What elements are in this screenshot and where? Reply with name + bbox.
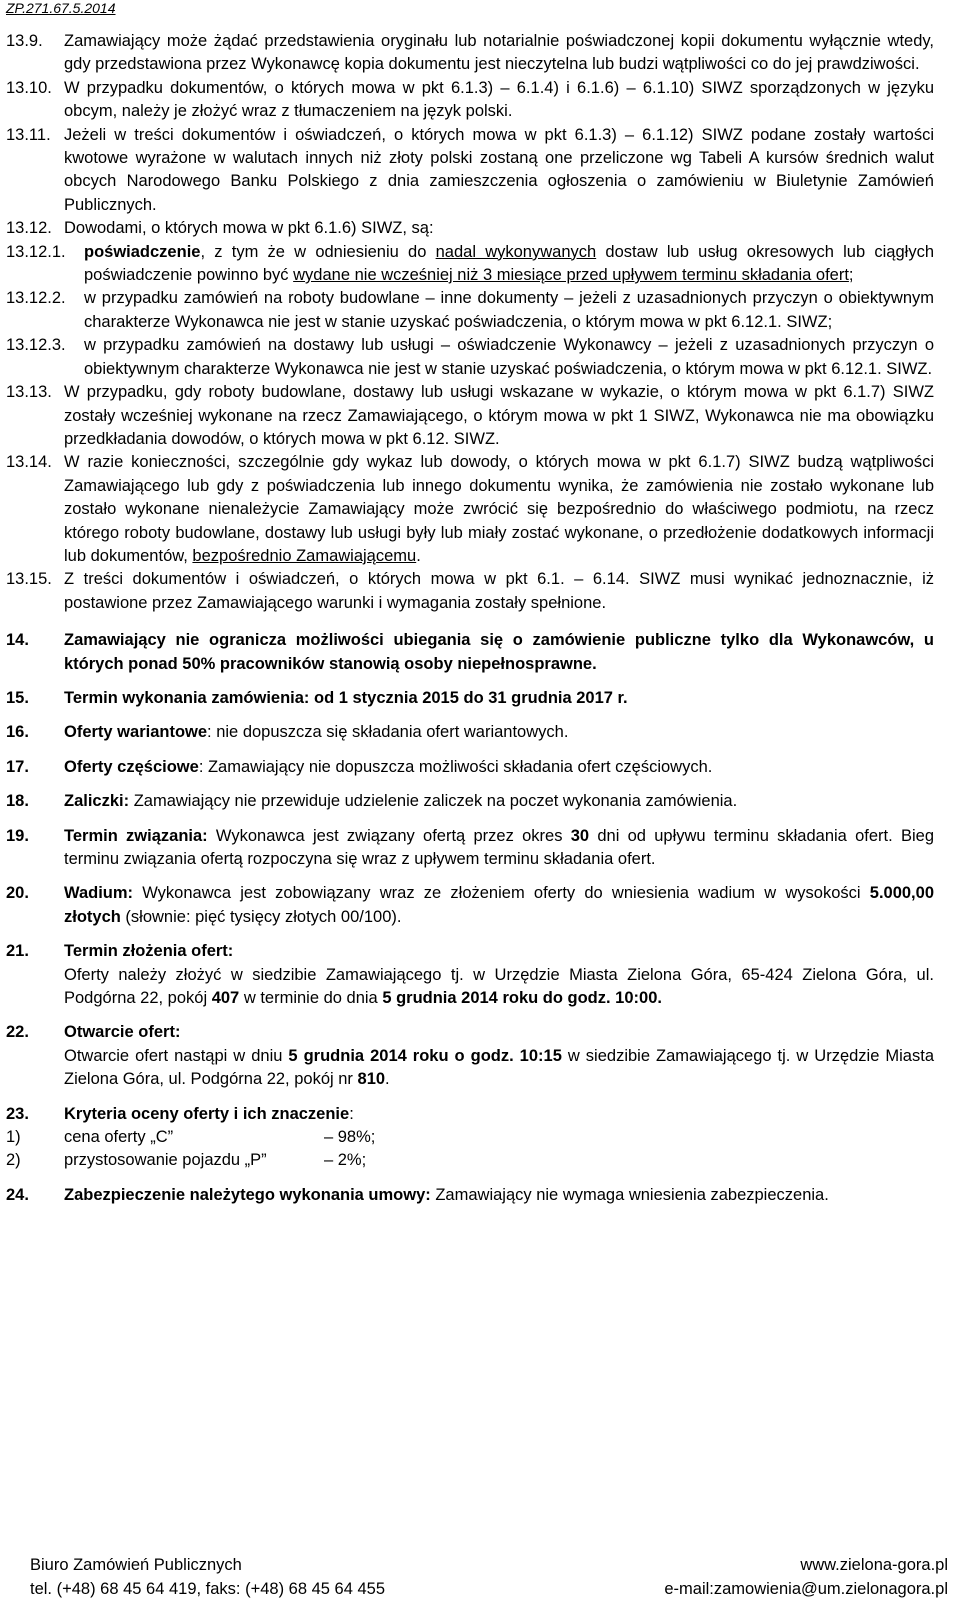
text-span: dni od upływu terminu składania ofert. Bieg terminu związania ofertą rozpoczyna się wraz z upływem terminu składania ofert. [64,826,934,868]
section-text [64,756,934,779]
section-number: 22. [6,1023,29,1042]
text-span: : nie dopuszcza się składania ofert wariantowych. [207,723,569,742]
text-span: Otwarcie ofert nastąpi w dniu [64,1046,289,1065]
section-text [64,687,934,710]
paragraph-13-15 [6,568,934,615]
bold-term: Otwarcie ofert: [64,1023,181,1042]
footer-org: Biuro Zamówień Publicznych [30,1556,242,1574]
section-text [64,825,934,872]
section-23 [6,1103,934,1126]
criteria-label: cena oferty „C” [64,1128,174,1147]
paragraph-number: 13.11. [6,125,51,144]
text-span: (słownie: pięć tysięcy złotych 00/100). [120,907,402,926]
footer-email: e-mail:zamowienia@um.zielonagora.pl [664,1580,948,1598]
paragraph-number: 13.12.3. [6,336,66,355]
underlined-text: wydane nie wcześniej niż 3 miesiące przed upływem terminu składania ofert [293,266,849,285]
paragraph-13-12-1 [6,241,934,288]
section-19 [6,825,934,872]
paragraph-number: 13.12.1. [6,242,66,261]
bold-term: Kryteria oceny oferty i ich znaczenie [64,1104,350,1123]
bold-term: Zaliczki: [64,792,130,811]
paragraph-text [84,241,934,288]
paragraph-number: 13.12. [6,219,52,238]
paragraph-13-14 [6,451,934,568]
section-number: 17. [6,757,29,776]
paragraph-number: 13.15. [6,570,52,589]
bold-value: 30 [570,826,590,845]
bold-term: Zabezpieczenie należytego wykonania umowy: [64,1185,431,1204]
section-text [64,1103,934,1126]
paragraph-13-12-3 [6,334,934,381]
paragraph-13-12 [6,217,934,240]
paragraph-text: Zamawiający może żądać przedstawienia oryginału lub notarialnie poświadczonej kopii dokumentu wyłącznie wtedy, gdy przedstawiona przez Wykonawcę kopia dokumentu jest nieczytelna lub budzi wątpliwości co do jej prawdziwości. [64,32,934,74]
criteria-label: przystosowanie pojazdu „P” [64,1151,267,1170]
text-span: Zamawiający nie przewiduje udzielenie zaliczek na poczet wykonania zamówienia. [129,792,738,811]
criteria-weight: – 98%; [324,1128,376,1147]
section-text [64,940,934,1010]
bold-text: Termin wykonania zamówienia: od 1 stycznia 2015 do 31 grudnia 2017 r. [64,688,628,707]
section-text [64,790,934,813]
underlined-text: nadal wykonywanych [435,242,597,261]
bold-term: Termin złożenia ofert: [64,942,234,961]
bold-value: 5 grudnia 2014 roku do godz. 10:00. [382,989,662,1008]
section-21 [6,940,934,1010]
bold-term: Oferty częściowe [64,757,199,776]
paragraph-text: W przypadku dokumentów, o których mowa w pkt 6.1.3) – 6.1.4) i 6.1.6) – 6.1.10) SIWZ sporządzonych w języku obcym, należy je złożyć wraz z tłumaczeniem na język polski. [64,78,934,121]
paragraph-text: w przypadku zamówień na dostawy lub usługi – oświadczenie Wykonawcy – jeżeli z uzasadnionych przyczyn o obiektywnym charakterze Wykonawca nie jest w stanie uzyskać poświadczenia, o którym mowa w pkt 6.12.1. SIWZ. [84,336,934,378]
paragraph-text: Z treści dokumentów i oświadczeń, o których mowa w pkt 6.1. – 6.14. SIWZ musi wynikać jednoznacznie, iż postawione przez Zamawiającego warunki i wymagania zostały spełnione. [64,570,934,612]
section-text [64,721,934,744]
section-17 [6,756,934,779]
section-number: 19. [6,826,29,845]
text-span: W razie konieczności, szczególnie gdy wykaz lub dowody, o których mowa w pkt 6.1.7) SIWZ budzą wątpliwości Zamawiającego lub gdy z poświadczenia lub innego dokumentu wynika, że zamówienia nie zostało wykonane lub zostało wykonane nienależycie Zamawiający może zwrócić się bezpośrednio do właściwego podmiotu, na rzecz którego roboty budowlane, dostawy lub usługi były lub miały zostać wykonane, o przedłożenie dodatkowych informacji lub dokumentów, [64,453,934,565]
section-number: 24. [6,1185,29,1204]
section-24 [6,1184,934,1207]
paragraph-number: 13.14. [6,453,52,472]
text-span: . [385,1070,390,1089]
section-20 [6,882,934,929]
section-14 [6,629,934,676]
bold-term: Wadium: [64,884,134,903]
section-number: 23. [6,1104,29,1123]
text-span: w siedzibie Zamawiającego tj. w Urzędzie Miasta Zielona Góra, ul. Podgórna 22, pokój nr [64,1046,934,1089]
paragraph-number: 13.10. [6,78,52,97]
section-15 [6,687,934,710]
text-span: . [416,546,421,565]
text-span: w terminie do dnia [239,989,383,1008]
paragraph-text: Dowodami, o których mowa w pkt 6.1.6) SIWZ, są: [64,219,434,238]
bold-value: 5.000,00 złotych [64,884,934,926]
section-number: 21. [6,942,29,961]
page-footer [30,1553,948,1601]
criteria-weight: – 2%; [324,1151,367,1170]
criteria-item [6,1126,934,1149]
criteria-item [6,1149,934,1172]
section-text [64,629,934,676]
paragraph-number: 13.12.2. [6,289,66,308]
paragraph-number: 13.9. [6,32,43,50]
section-18 [6,790,934,813]
section-number: 18. [6,792,29,811]
section-number: 20. [6,884,29,903]
bold-term: Oferty wariantowe [64,723,208,742]
section-16 [6,721,934,744]
text-span: Oferty należy złożyć w siedzibie Zamawiającego tj. w Urzędzie Miasta Zielona Góra, 65-424 Zielona Góra, ul. Podgórna 22, pokój [64,965,934,1008]
text-span: , z tym że w odniesieniu do [200,242,436,261]
document-reference: ZP.271.67.5.2014 [6,0,116,16]
bold-term: Termin związania: [64,826,208,845]
paragraph-text: w przypadku zamówień na roboty budowlane – inne dokumenty – jeżeli z uzasadnionych przyczyn o obiektywnym charakterze Wykonawca nie jest w stanie uzyskać poświadczenia, o którym mowa w pkt 6.12.1. SIWZ; [84,289,934,331]
footer-website: www.zielona-gora.pl [800,1556,948,1574]
footer-phone: tel. (+48) 68 45 64 419, faks: (+48) 68 45 64 455 [30,1580,385,1598]
section-22 [6,1021,934,1091]
criteria-number: 2) [6,1151,21,1170]
section-number: 15. [6,688,29,707]
section-text [64,882,934,929]
underlined-text: bezpośrednio Zamawiającemu [192,546,417,565]
paragraph-13-9 [6,30,934,77]
section-text [64,1021,934,1091]
text-span: Zamawiający nie wymaga wniesienia zabezpieczenia. [430,1185,829,1204]
paragraph-text: Jeżeli w treści dokumentów i oświadczeń, o których mowa w pkt 6.1.3) – 6.1.12) SIWZ podane zostały wartości kwotowe wyrażone w walutach innych niż złoty polski zostaną one przeliczone wg Tabeli A kursów średnich walut obcych Narodowego Banku Polskiego z dnia zamieszczenia ogłoszenia o zamówieniu w Biuletynie Zamówień Publicznych. [64,125,934,214]
text-span: : [349,1104,354,1123]
paragraph-number: 13.13. [6,383,52,402]
text-span: Wykonawca jest zobowiązany wraz ze złożeniem oferty do wniesienia wadium w wysokości [133,884,870,903]
bold-value: 407 [211,989,240,1008]
text-span: dostaw lub usług okresowych lub ciągłych poświadczenie powinno być [84,242,934,285]
paragraph-13-13 [6,381,934,451]
bold-value: 810 [357,1070,386,1089]
document-body [6,30,934,1207]
bold-text: Zamawiający nie ogranicza możliwości ubiegania się o zamówienie publiczne tylko dla Wykonawców, u których ponad 50% pracowników stanowią osoby niepełnosprawne. [64,631,934,673]
paragraph-text: W przypadku, gdy roboty budowlane, dostawy lub usługi wskazane w wykazie, o którym mowa w pkt 6.1.7) SIWZ zostały wcześniej wykonane na rzecz Zamawiającego, o którym mowa w pkt 1 SIWZ, Wykonawca nie ma obowiązku przedkładania dowodów, o których mowa w pkt 6.12. SIWZ. [64,383,934,448]
paragraph-text [64,451,934,568]
text-span: Wykonawca jest związany ofertą przez okres [207,826,571,845]
text-span: : Zamawiający nie dopuszcza możliwości składania ofert częściowych. [198,757,713,776]
bold-term: poświadczenie [84,242,201,261]
paragraph-13-11 [6,124,934,218]
paragraph-13-10 [6,77,934,124]
bold-value: 5 grudnia 2014 roku o godz. 10:15 [288,1046,562,1065]
paragraph-13-12-2 [6,287,934,334]
section-number: 14. [6,631,29,650]
text-span: ; [848,266,854,285]
section-text [64,1184,934,1207]
criteria-number: 1) [6,1128,21,1147]
section-number: 16. [6,723,29,742]
